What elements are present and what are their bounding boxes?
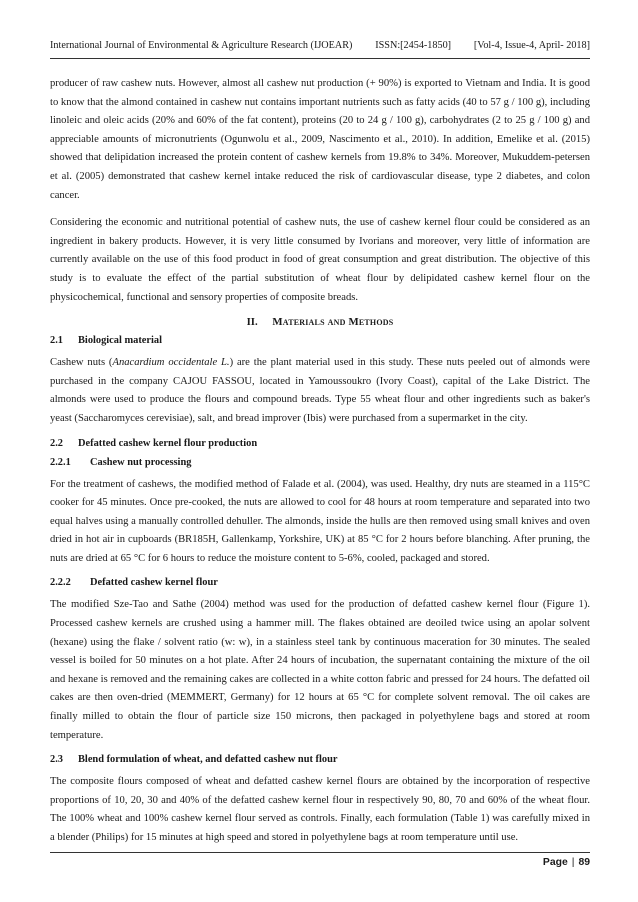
section-title: Materials and Methods (272, 316, 394, 329)
subsection-title: Defatted cashew kernel flour (90, 577, 218, 589)
subsection-heading-2-2-2 (50, 577, 590, 588)
text-run: Cashew nuts ( (50, 357, 113, 369)
subsection-title: Defatted cashew kernel flour production (78, 437, 258, 449)
cashew-processing-paragraph: For the treatment of cashews, the modified method of Falade et al. (2004), was used. Healthy, dry nuts are steamed in a 115°C cooker for 45 minutes. Once pre-cooked, the nuts are allowed to cool for 48 hours at room temperature and separated into two equal halves using a manually controlled dehuller. The almonds, inside the hulls are then removed using small knives and oven dried in hot air in cupboards (BR185H, Gallenkamp, Yorkshire, UK) at 85 °C for 2 hours before blanching. After pruning, the nuts are dried at 65 °C for 6 hours to reduce the moisture content to 5-6%, cooled, packaged and stored. (50, 478, 590, 564)
issn: ISSN:[2454-1850] (375, 40, 452, 51)
journal-title: International Journal of Environmental & Agriculture Research (IJOEAR) (50, 40, 353, 51)
subsection-number: 2.2.1 (50, 456, 71, 468)
section-heading (50, 316, 590, 328)
subsection-heading-2-3 (50, 754, 590, 765)
page-body (50, 75, 590, 857)
footer-divider (50, 852, 590, 853)
subsection-heading-2-1 (50, 335, 590, 346)
subsection-number: 2.3 (50, 754, 63, 766)
intro-paragraph-1: producer of raw cashew nuts. However, almost all cashew nut production (+ 90%) is exported to Vietnam and India. It is good to know that the almond contained in cashew nut contains important nutrients such as fatty acids (40 to 57 g / 100 g), including linoleic and oleic acids (20% and 60% of the fat content), proteins (20 to 24 g / 100 g), carbohydrates (2 to 25 g / 100 g) and appreciable amounts of micronutrients (Ogunwolu et al., 2009, Nascimento et al., 2010). In addition, Emelike et al. (2015) showed that delipidation increased the protein content of cashew kernels from 19.8% to 34%. Moreover, Mukuddem-petersen et al. (2005) demonstrated that cashew kernel intake reduced the risk of cardiovascular disease, type 2 diabetes, and colon cancer. (50, 78, 590, 201)
subsection-title: Blend formulation of wheat, and defatted cashew nut flour (78, 754, 338, 766)
section-number: II. (246, 316, 258, 329)
subsection-number: 2.1 (50, 335, 63, 347)
page-label: Page (542, 857, 568, 868)
biological-material-paragraph (50, 354, 590, 428)
subsection-number: 2.2 (50, 437, 63, 449)
subsection-heading-2-2-1 (50, 457, 590, 468)
species-name: Anacardium occidentale L. (112, 357, 230, 369)
subsection-number: 2.2.2 (50, 577, 71, 589)
text-run: ) are the plant material used in this study. These nuts peeled out of almonds were purchased in the company CAJOU FASSOU, located in Yamoussoukro (Ivory Coast), capital of the Lake District. The almonds were used to produce the flours and compound breads. Type 55 wheat flour and other ingredients such as baker's yeast (Saccharomyces cerevisiae), salt, and bread improver (Ibis) were purchased from a supermarket in the city. (50, 357, 590, 424)
subsection-title: Biological material (78, 335, 162, 347)
intro-paragraph-2: Considering the economic and nutritional potential of cashew nuts, the use of cashew kernel flour could be considered as an ingredient in bakery products. However, it is very little consumed by Ivorians and moreover, very little of information are currently available on the use of this food product in food of great consumption and great distribution. The objective of this study is to evaluate the effect of the partial substitution of wheat flour by delipidated cashew kernel flour on the physicochemical, functional and sensory properties of composite breads. (50, 217, 590, 303)
volume-issue: [Vol-4, Issue-4, April- 2018] (473, 40, 590, 51)
subsection-title: Cashew nut processing (90, 456, 192, 468)
page-footer (543, 857, 590, 868)
blend-formulation-paragraph: The composite flours composed of wheat and defatted cashew kernel flours are obtained by the incorporation of respective proportions of 10, 20, 30 and 40% of the defatted cashew kernel flour in respectively 90, 80, 70 and 60% of the wheat flour. The 100% wheat and 100% cashew kernel flour served as controls. Finally, each formulation (Table 1) was carefully mixed in a blender (Philips) for 15 minutes at high speed and stored in polyethylene bags at room temperature until use. (50, 776, 590, 843)
footer-separator: | (571, 857, 575, 868)
defatted-flour-paragraph: The modified Sze-Tao and Sathe (2004) method was used for the production of defatted cashew kernel flour (Figure 1). Processed cashew kernels are crushed using a hammer mill. The flakes obtained are deoiled twice using an apolar solvent (hexane) using the flake / solvent ratio (w: w), in a stainless steel tank by continuous maceration for 30 minutes. The sealed vessel is boiled for 50 minutes on a hot plate. After 24 hours of incubation, the supernatant containing the mixture of the oil and hexane is removed and the remaining cakes are collected in a white cotton fabric and pressed for 24 hours. The defatted oil cakes are then oven-dried (MEMMERT, Germany) for 12 hours at 65 °C for complete solvent removal. The oil cakes are finally milled to obtain the flour of particle size 150 microns, then packaged in polyethylene bags and stored at room temperature. (50, 599, 590, 741)
running-header (50, 40, 590, 54)
header-divider (50, 58, 590, 59)
subsection-heading-2-2 (50, 438, 590, 449)
page-number: 89 (578, 857, 590, 868)
